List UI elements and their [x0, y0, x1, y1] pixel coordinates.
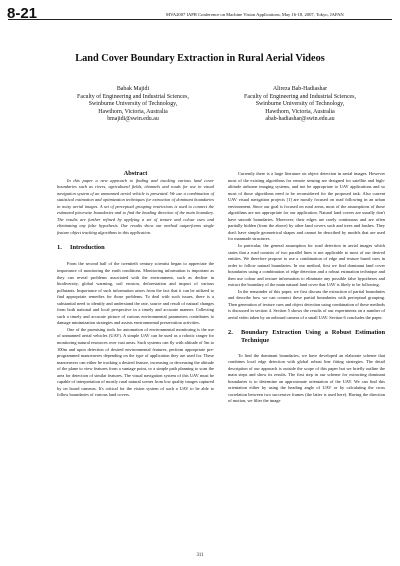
paragraph: In particular, the general assumption for road detection in aerial images which states that a road consists of two parallel lines is not applicable to most of our desired entities. We therefore propose to use a combination of edge and texture based cues in order to follow natural boundaries. In our method, first we find dominant land cover boundaries using a combination of edge detection and a robust estimation technique and then use colour and texture information to eliminate any possible false hypotheses and extract the boundary of the main natural land cover that UAV is likely to be following. [228, 243, 385, 288]
paragraph: One of the promising tools for automation of environmental monitoring is the use of unmanned aerial vehicles (UAV). A simple UAV can be used as a robotic ranger for monitoring natural resources over vast areas. Such systems can fly with altitude of 5m to 100m and upon detection of desired environmental features, perform appropriate pre-programmed manoeuvres depending on the type of application they are used for. These manoeuvres can either be tracking a desired feature, increasing or decreasing the altitude of the plane to view features from a vantage point, or a simple path planning to scan the area for detection of similar features. The visual navigation system of this UAV must be capable of interpretation of mostly rural natural scenes from low quality images captured by on board cameras. It's critical for the vision system of such a UAV to be able to follow boundaries of various land covers. [57, 326, 214, 398]
author-location: Hawthorn, Victoria, Australia [98, 108, 168, 115]
author-email: abab-hadiashar@swin.edu.au [265, 116, 335, 123]
section-number: 2. [228, 328, 233, 336]
right-column [228, 171, 385, 405]
left-column [57, 171, 214, 399]
author-institution: Swinburne University of Technology, [88, 101, 178, 108]
author-affiliation: Faculty of Engineering and Industrial Sciences, [244, 93, 356, 100]
header-rule [8, 19, 392, 20]
paper-id: 8-21 [7, 5, 38, 22]
paper-title: Land Cover Boundary Extraction in Rural Aerial Videos [75, 53, 325, 64]
author-block [211, 86, 389, 124]
author-name: Alireza Bab-Hadiashar [272, 86, 328, 92]
conference-header: MVA2007 IAPR Conference on Machine Vision Applications, May 16-18, 2007, Tokyo, JAPAN [166, 12, 344, 17]
section-heading [57, 244, 214, 252]
page-number: 311 [196, 553, 204, 558]
paragraph: From the second half of the twentieth century scientist began to appreciate the importance of monitoring the earth conditions. Monitoring information is important as they can reveal problems associated with the environment, such as decline in biodiversity, global warming, soil erosion, deforestation and impact of various pollutants. Importance of such information arises from the fact that it can be utilized to find appropriate remedies for those problems. To deal with such issues, there is a substantial need to identify and understand the rate, source and result of natural changes from both national and local perspective in a timely and accurate manner. Collecting such a timely and accurate picture of various environmental parameters contributes to damage minimization strategies and assists environmental preservation activities. [57, 261, 214, 326]
section-title: Boundary Extraction Using a Robust Estimation Technique [241, 328, 385, 344]
author-name: Babak Majidi [116, 86, 150, 92]
abstract-text: In this paper a new approach to finding and tracking various land cover boundaries such as rivers, agricultural fields, channels and roads for use in visual navigation system of an unmanned aerial vehicle is presented. We use a combination of statistical estimation and optimization techniques for extraction of dominant boundaries in noisy aerial images. A set of perceptual grouping restrictions is used to connect the estimated piecewise boundaries and to find the heading direction of the main boundary. The results are further refined by applying a set of texture and colour cues and eliminating any false hypothesis. Our results show our method outperforms single feature object tracking algorithms in this application. [57, 177, 214, 235]
section-number: 1. [57, 244, 62, 252]
author-email: bmajidi@swin.edu.au [107, 116, 159, 123]
author-affiliation: Faculty of Engineering and Industrial Sciences, [77, 93, 189, 100]
section-title: Introduction [70, 244, 105, 252]
section-heading [228, 329, 385, 345]
paragraph: Currently there is a large literature on object detection in aerial images. However most of the existing algorithms for remote sensing are designed for satellite and high-altitude airborne imaging systems, and not be appropriate to UAV applications and so most of those algorithms need to be reconsidered for the proposed task. Also current UAV visual navigation projects [1] are mostly focused on road following in an urban environment. Since our goal is focused on rural areas, most of the assumptions of those algorithms are not appropriate for our application. Natural land covers are usually don't have smooth boundaries. Moreover, their edges are rarely continuous and are often partially hidden (from the above) by other land covers such and trees and bushes. They don't have simple geometrical shapes and cannot be described by models that are used for manmade structures. [228, 171, 385, 242]
abstract-heading: Abstract [123, 170, 148, 177]
paragraph: In the remainder of this paper, we first discuss the extraction of partial boundaries and describe how we can connect these partial boundaries with perceptual grouping. Then generation of texture cues and object detection using combination of these methods is discussed in section 4. Section 5 shows the results of our experiments on a number of aerial video taken by an onboard camera of a small UAV. Section 6 concludes the paper. [228, 288, 385, 321]
paragraph: To find the dominant boundaries, we have developed an elaborate scheme that combines local edge detection with global robust line fitting strategies. The detail description of our approach is outside the scope of this paper but we briefly outline the main steps and show its results. The first step in our scheme for extracting dominant boundaries is to determine an approximate orientation of the UAV. We can find this orientation either by using the heading angle of UAV or by calculating the cross correlation between two successive frames (the latter is used here). Having the direction of motion, we filter the image [228, 352, 385, 404]
author-location: Hawthorn, Victoria, Australia [265, 108, 335, 115]
author-block [44, 86, 222, 124]
author-institution: Swinburne University of Technology, [255, 101, 345, 108]
